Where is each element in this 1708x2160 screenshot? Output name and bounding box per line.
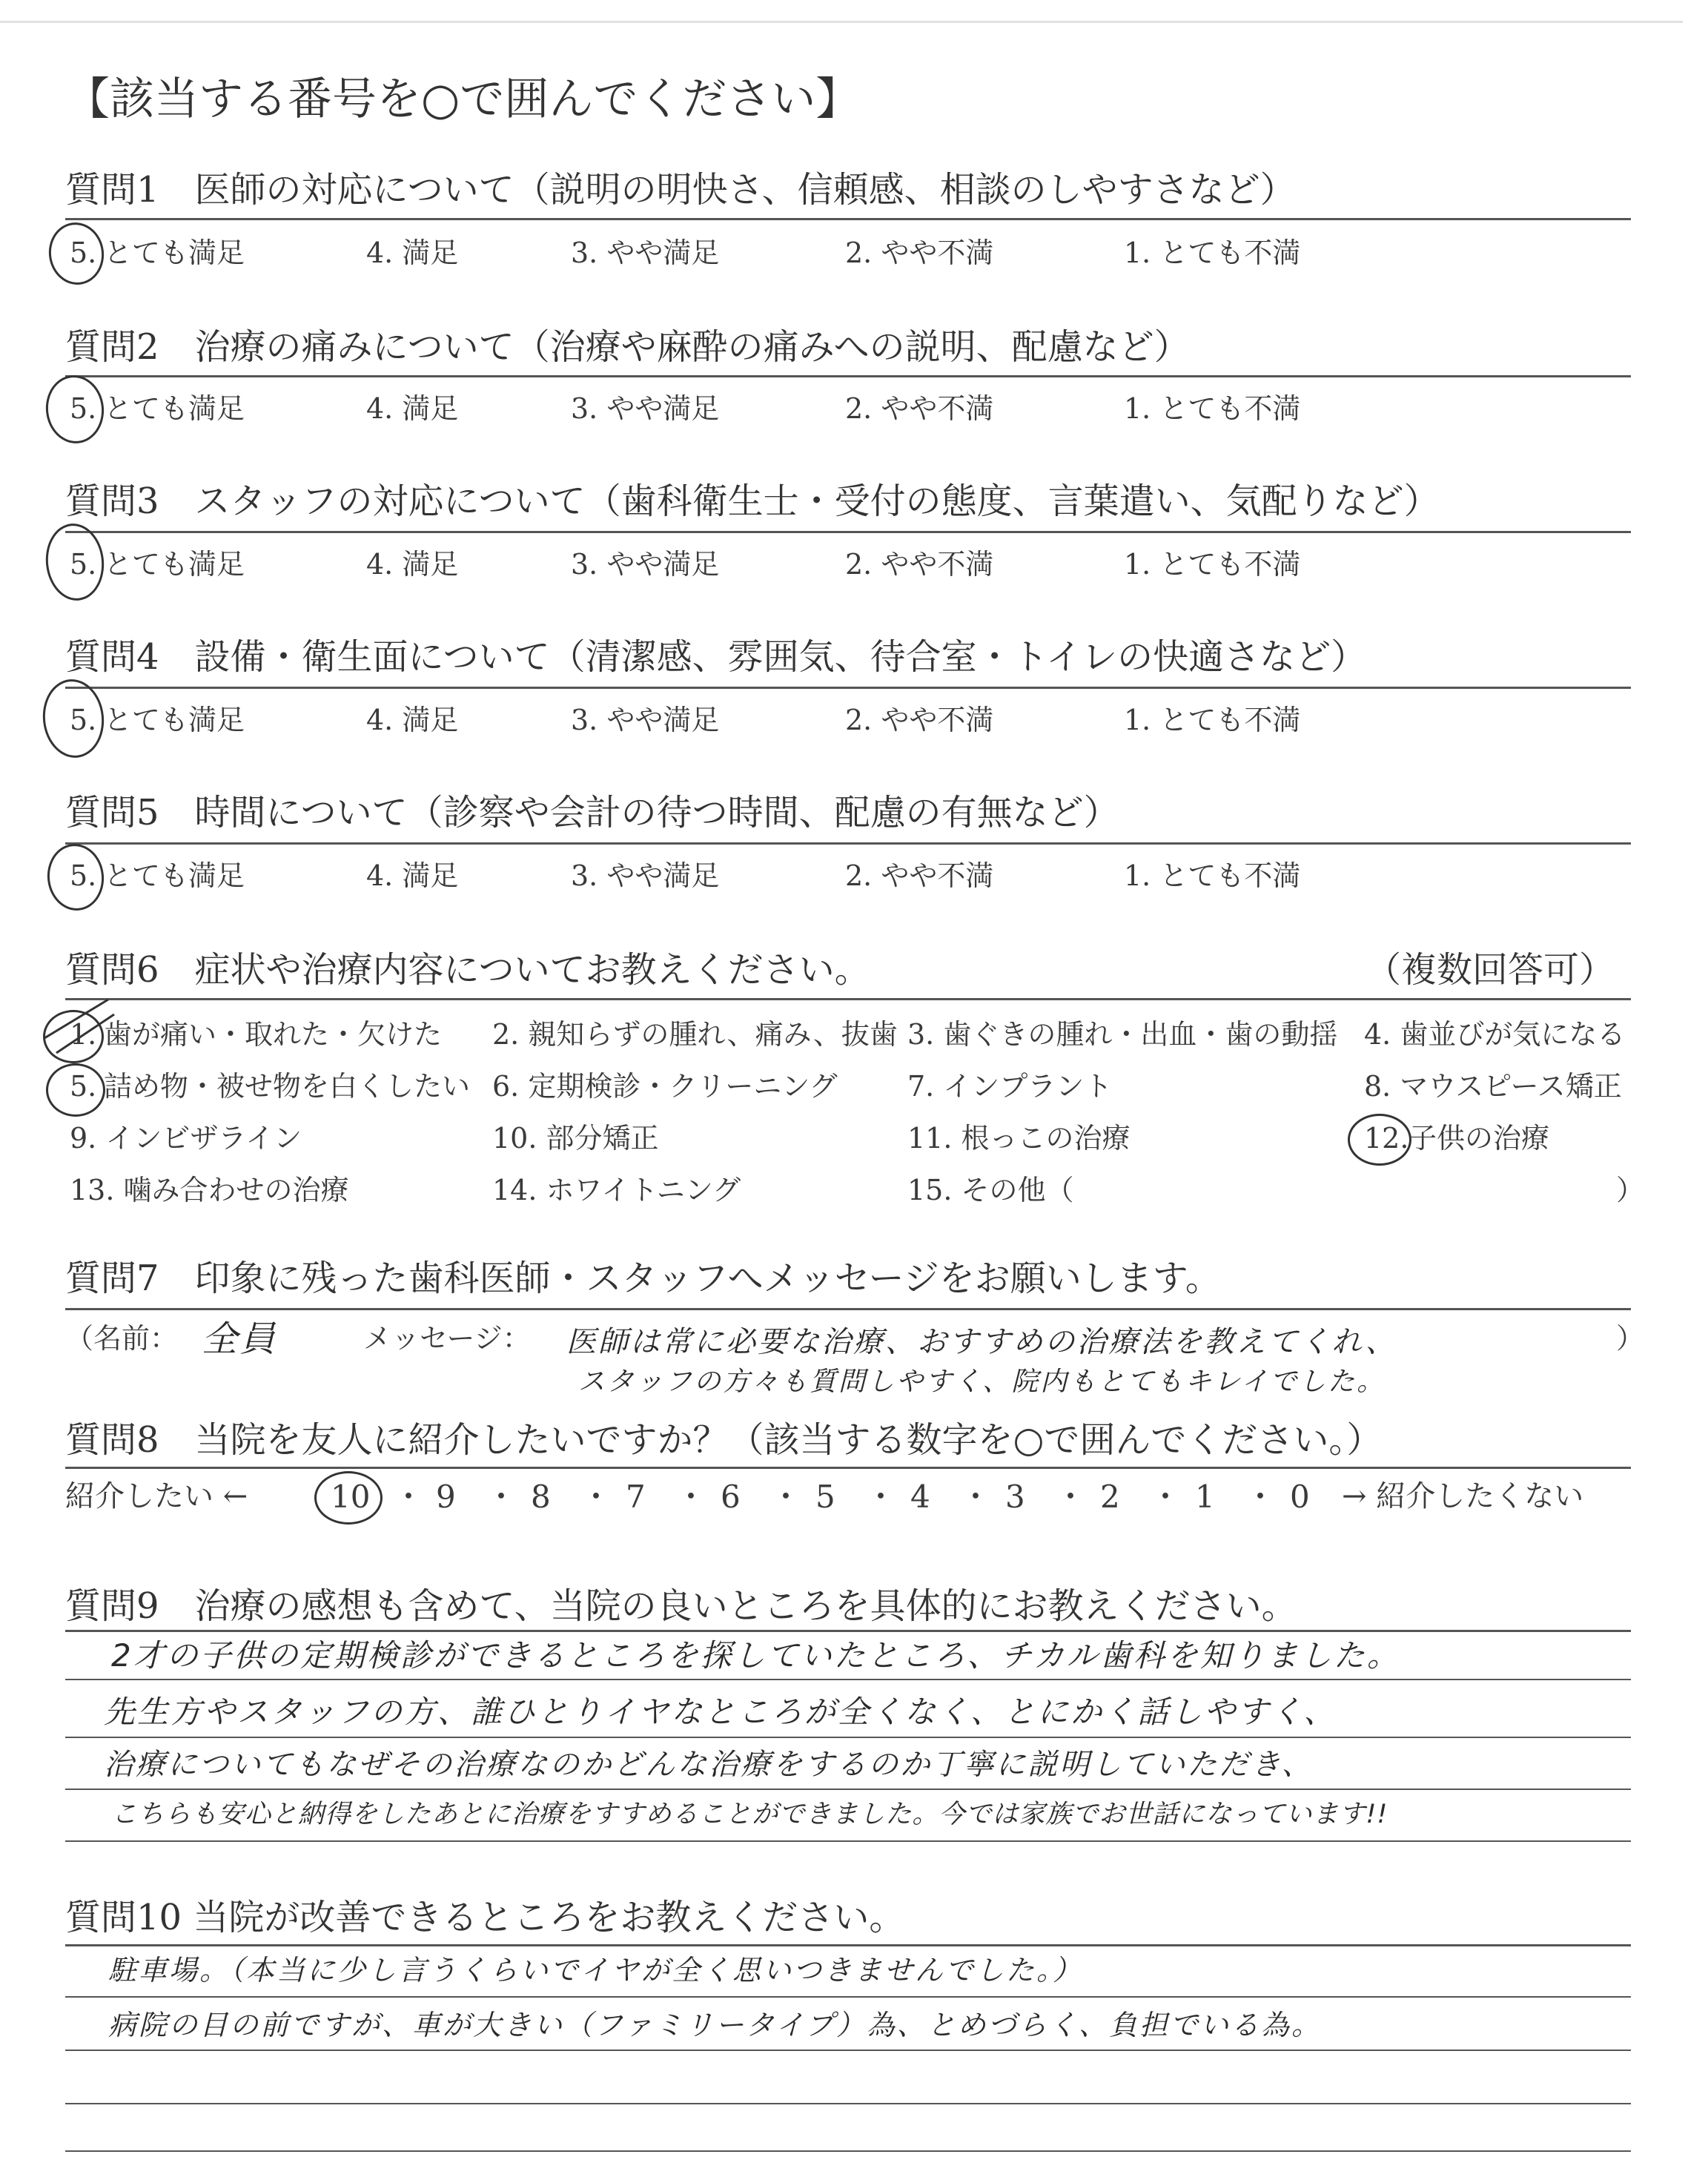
q9-answer-line-3: 治療についてもなぜその治療なのかどんな治療をするのか丁寧に説明していただき、 [104,1748,1314,1782]
q1-option-3[interactable]: 3. やや満足 [571,237,720,269]
divider [65,998,1631,1000]
q9-answer-line-1: 2才の子供の定期検診ができるところを探していたところ、チカル歯科を知りました。 [111,1637,1400,1674]
q6-option-6[interactable]: 6. 定期検診・クリーニング [492,1070,838,1103]
scale-dot: ・ [486,1479,517,1515]
q5-option-4[interactable]: 4. 満足 [366,859,459,892]
q3-option-1[interactable]: 1. とても不満 [1124,548,1301,581]
q6-option-1[interactable]: 歯が痛い・取れた・欠けた [104,1018,443,1051]
q10-answer-line-2: 病院の目の前ですが、車が大きい（ファミリータイプ）為、とめづらく、負担でいる為。 [108,2009,1322,2041]
q2-option-5-num[interactable]: 5. [70,392,97,425]
q6-option-5-num[interactable]: 5. [70,1070,97,1103]
scale-6[interactable]: 6 [721,1479,741,1515]
q4-option-1[interactable]: 1. とても不満 [1124,704,1301,736]
scale-dot: ・ [393,1479,425,1515]
scale-5[interactable]: 5 [815,1479,835,1515]
q6-option-7[interactable]: 7. インプラント [907,1070,1113,1103]
message-handwritten-line-2: スタッフの方々も質問しやすく、院内もとてもキレイでした。 [578,1367,1386,1397]
q9-answer-line-2: 先生方やスタッフの方、誰ひとりイヤなところが全くなく、とにかく話しやすく、 [104,1694,1337,1730]
q6-answer-circle-5 [46,1063,105,1117]
answer-line [65,1789,1631,1790]
answer-line [65,2103,1631,2104]
divider [65,1630,1631,1632]
divider [65,1467,1631,1469]
question-6: 質問6 症状や治療内容についてお教えください。 [65,949,870,991]
question-8: 質問8 当院を友人に紹介したいですか？（該当する数字を○で囲んでください。） [65,1419,1383,1461]
q3-option-5[interactable]: とても満足 [104,548,245,581]
page-title: 【該当する番号を○で囲んでください】 [65,73,861,125]
q5-option-2[interactable]: 2. やや不満 [845,859,994,892]
name-handwritten: 全員 [202,1318,278,1360]
name-label: （名前： [65,1322,179,1355]
answer-line [65,2150,1631,2152]
q6-option-3[interactable]: 3. 歯ぐきの腫れ・出血・歯の動揺 [907,1018,1338,1051]
question-1: 質問1 医師の対応について（説明の明快さ、信頼感、相談のしやすさなど） [65,169,1296,211]
q6-option-4[interactable]: 4. 歯並びが気になる [1364,1018,1626,1051]
scale-3[interactable]: 3 [1005,1479,1025,1515]
q5-option-5[interactable]: とても満足 [104,859,245,892]
scale-0[interactable]: 0 [1290,1479,1310,1515]
q4-option-2[interactable]: 2. やや不満 [845,704,994,736]
q4-option-4[interactable]: 4. 満足 [366,704,459,736]
q6-option-12-num[interactable]: 12. [1364,1122,1409,1155]
scale-dot: ・ [865,1479,897,1515]
q8-answer-circle [314,1471,383,1525]
q6-option-8[interactable]: 8. マウスピース矯正 [1364,1070,1622,1103]
q6-option-11[interactable]: 11. 根っこの治療 [907,1122,1131,1155]
question-10: 質問10 当院が改善できるところをお教えください。 [65,1897,905,1938]
q3-option-2[interactable]: 2. やや不満 [845,548,994,581]
scale-dot: ・ [1245,1479,1277,1515]
scale-dot: ・ [1055,1479,1087,1515]
q1-option-1[interactable]: 1. とても不満 [1124,237,1301,269]
q6-other-close-paren: ） [1616,1174,1645,1206]
message-handwritten-line-1: 医師は常に必要な治療、おすすめの治療法を教えてくれ、 [566,1325,1397,1359]
question-5: 質問5 時間について（診察や会計の待つ時間、配慮の有無など） [65,792,1119,833]
q6-option-5[interactable]: 詰め物・被せ物を白くしたい [104,1070,471,1103]
scale-4[interactable]: 4 [910,1479,930,1515]
scale-10[interactable]: 10 [331,1479,371,1515]
scale-dot: ・ [675,1479,707,1515]
q6-option-10[interactable]: 10. 部分矯正 [492,1122,659,1155]
answer-line [65,1679,1631,1680]
q2-option-5[interactable]: とても満足 [104,392,245,425]
q2-option-2[interactable]: 2. やや不満 [845,392,994,425]
scale-right-label: → 紹介したくない [1342,1479,1584,1513]
answer-line [65,1996,1631,1998]
q4-option-5-num[interactable]: 5. [70,704,97,736]
q2-answer-circle [42,372,107,446]
q1-option-5-num[interactable]: 5. [70,237,97,269]
q2-option-1[interactable]: 1. とても不満 [1124,392,1301,425]
answer-line [65,1840,1631,1842]
q1-option-2[interactable]: 2. やや不満 [845,237,994,269]
divider [65,842,1631,845]
q3-option-3[interactable]: 3. やや満足 [571,548,720,581]
scale-2[interactable]: 2 [1100,1479,1120,1515]
q6-answer-circle-12 [1348,1114,1411,1166]
question-3: 質問3 スタッフの対応について（歯科衛生士・受付の態度、言葉遣い、気配りなど） [65,480,1440,522]
q5-answer-circle [44,841,107,913]
question-4: 質問4 設備・衛生面について（清潔感、雰囲気、待合室・トイレの快適さなど） [65,636,1367,678]
scale-1[interactable]: 1 [1195,1479,1215,1515]
scale-dot: ・ [770,1479,802,1515]
q6-option-2[interactable]: 2. 親知らずの腫れ、痛み、抜歯 [492,1018,898,1051]
divider [65,687,1631,689]
message-label: メッセージ： [363,1322,531,1355]
q6-option-1-num[interactable]: 1. [70,1018,97,1051]
q6-option-12[interactable]: 子供の治療 [1409,1122,1550,1155]
divider [65,375,1631,377]
q6-strike-mark [37,995,119,1062]
q3-option-5-num[interactable]: 5. [70,548,97,581]
multiple-answers-note: （複数回答可） [1366,949,1615,991]
question-9: 質問9 治療の感想も含めて、当院の良いところを具体的にお教えください。 [65,1585,1297,1627]
scale-dot: ・ [1150,1479,1182,1515]
q5-option-3[interactable]: 3. やや満足 [571,859,720,892]
q4-option-5[interactable]: とても満足 [104,704,245,736]
scale-9[interactable]: 9 [436,1479,456,1515]
q6-option-13[interactable]: 13. 噛み合わせの治療 [70,1174,349,1206]
q4-option-3[interactable]: 3. やや満足 [571,704,720,736]
divider [65,531,1631,533]
question-2: 質問2 治療の痛みについて（治療や麻酔の痛みへの説明、配慮など） [65,326,1190,368]
divider [65,218,1631,220]
q1-option-4[interactable]: 4. 満足 [366,237,459,269]
answer-line [65,1737,1631,1738]
q1-answer-circle [45,219,108,288]
scale-7[interactable]: 7 [626,1479,646,1515]
q5-option-5-num[interactable]: 5. [70,859,97,892]
q2-option-3[interactable]: 3. やや満足 [571,392,720,425]
q9-answer-line-4: こちらも安心と納得をしたあとに治療をすすめることができました。今では家族でお世話になっています!! [111,1800,1388,1829]
divider [65,1308,1631,1310]
q10-answer-line-1: 駐車場。（本当に少し言うくらいでイヤが全く思いつきませんでした。） [108,1954,1084,1986]
q4-answer-circle [39,676,108,761]
scale-dot: ・ [960,1479,992,1515]
q5-option-1[interactable]: 1. とても不満 [1124,859,1301,892]
message-close-paren: ） [1616,1322,1645,1355]
scale-left-label: 紹介したい ← [65,1479,248,1513]
scan-top-edge [0,21,1683,23]
q6-option-14[interactable]: 14. ホワイトニング [492,1174,741,1206]
scale-8[interactable]: 8 [531,1479,551,1515]
q2-option-4[interactable]: 4. 満足 [366,392,459,425]
q6-option-15[interactable]: 15. その他（ [907,1174,1074,1206]
answer-line [65,2050,1631,2051]
scale-dot: ・ [580,1479,612,1515]
question-7: 質問7 印象に残った歯科医師・スタッフへメッセージをお願いします。 [65,1258,1221,1299]
q6-option-9[interactable]: 9. インビザライン [70,1122,302,1155]
q3-option-4[interactable]: 4. 満足 [366,548,459,581]
divider [65,1944,1631,1946]
q1-option-5[interactable]: とても満足 [104,237,245,269]
